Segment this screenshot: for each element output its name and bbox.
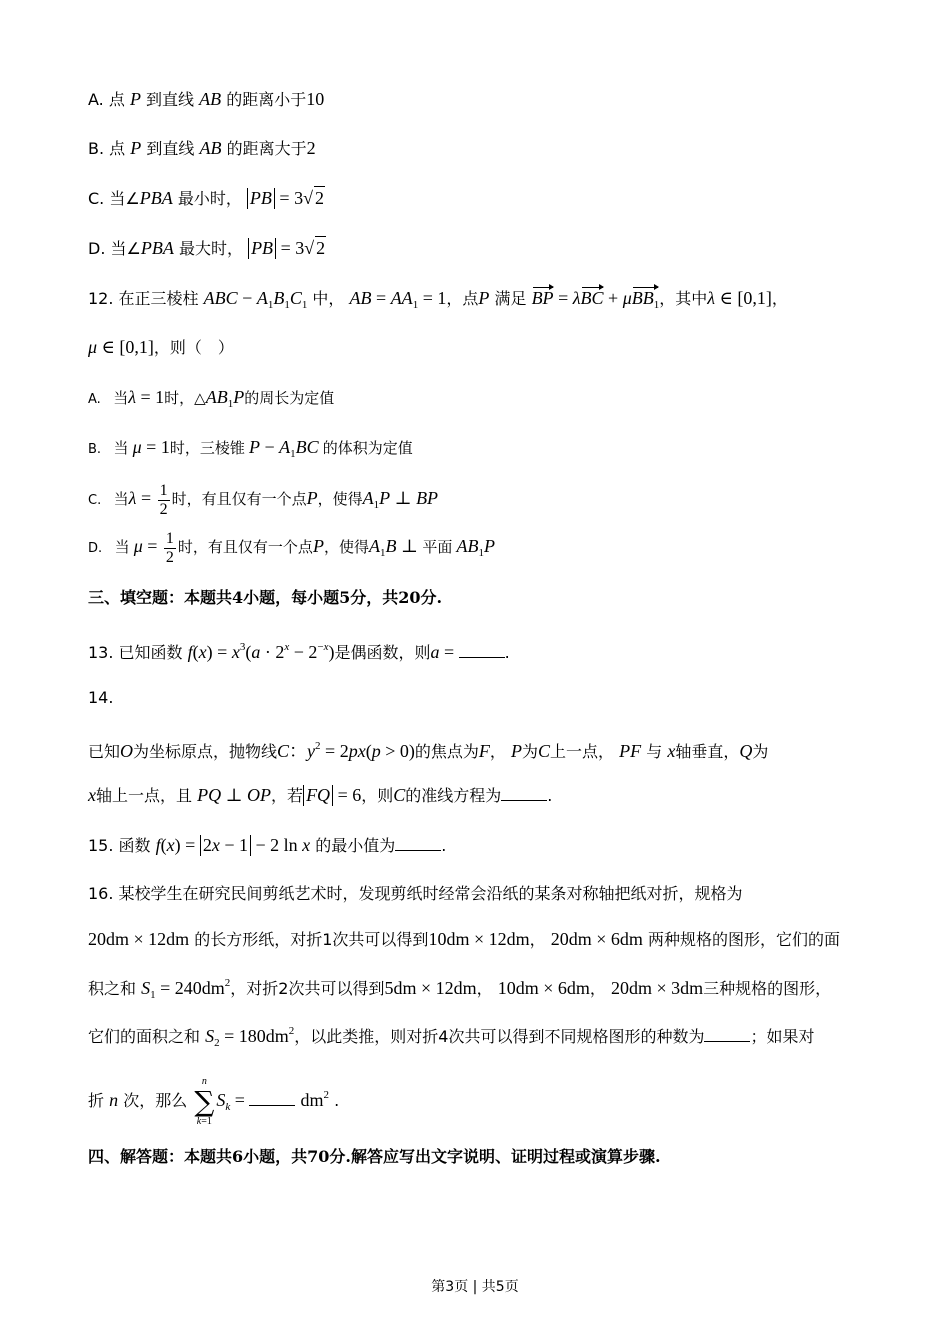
question-text: 已知函数 (118, 643, 183, 662)
question-text: 轴垂直， (675, 742, 740, 761)
option-label: C. (88, 493, 102, 508)
option-text: 的距离大于 (226, 139, 307, 158)
option-text: 当 (113, 490, 129, 508)
option-text: 时，有且仅有一个点 (171, 490, 307, 508)
q16-line5: 折 n 次，那么 n ∑ k=1 $S_k = dm^2$ . (88, 1075, 340, 1127)
question-text: ，则 (361, 786, 394, 805)
question-text: . (334, 1091, 340, 1110)
q11-option-c: C. 当∠PBA 最小时， PB = 3√ 2 (88, 188, 324, 208)
option-label: A. (88, 90, 104, 109)
option-text: 当∠ (110, 239, 141, 258)
question-text: ， (489, 742, 506, 761)
question-text: ，对折2次共可以得到 (230, 979, 385, 998)
q14-line2: x轴上一点，且 PQ ⊥ OP，若 FQ = 6，则C的准线方程为 . (88, 785, 553, 805)
option-text: ，使得 (317, 490, 363, 508)
option-text: 点 (108, 90, 125, 109)
question-text: ， (476, 979, 493, 998)
option-label: C. (88, 189, 105, 208)
question-text: . (547, 786, 553, 805)
question-text: 次，那么 (123, 1091, 188, 1110)
question-text: ，其中 (659, 289, 708, 308)
question-text: 是偶函数，则 (334, 643, 431, 662)
q12-option-a: A. 当λ = 1时，$\triangle AB_1P$的周长为定值 (88, 387, 335, 410)
question-number: 12. (88, 289, 114, 308)
unit-text: dm (300, 1090, 324, 1110)
option-value: 3 (295, 238, 305, 258)
q16-line3: 积之和 $S_1 = 240dm^2$，对折2次共可以得到5dm × 12dm， 10dm × 6dm， 20dm × 3dm三种规格的图形， (88, 977, 832, 1001)
option-text: 的体积为定值 (322, 439, 413, 457)
question-text: 折 (88, 1091, 105, 1110)
question-text: ，点 (446, 289, 479, 308)
question-text: ， (529, 930, 546, 949)
question-text: 为 (521, 742, 538, 761)
question-text: 轴上一点，且 (96, 786, 193, 805)
q12-option-b: B. 当 μ = 1时，三棱锥 $P - A_1BC$ 的体积为定值 (88, 437, 413, 460)
q11-option-d: D. 当∠PBA 最大时， PB = 3√ 2 (88, 238, 326, 258)
question-text: 三种规格的图形， (703, 979, 832, 998)
option-text: 的距离小于 (226, 90, 307, 109)
question-text: 的最小值为 (315, 836, 396, 855)
question-text: 为 (752, 742, 769, 761)
question-text: . (504, 643, 510, 662)
question-text: 两种规格的图形，它们的面 (647, 930, 840, 949)
option-text: 到直线 (146, 90, 195, 109)
option-label: B. (88, 442, 102, 457)
answer-blank (704, 1027, 750, 1042)
option-text: 点 (109, 139, 126, 158)
question-text: ；如果对 (750, 1027, 815, 1046)
option-text: 当∠ (109, 189, 140, 208)
option-text: 当 (113, 439, 129, 457)
option-text: 当 (114, 538, 130, 556)
question-text: 满足 (494, 289, 527, 308)
option-value: 3 (294, 188, 304, 208)
option-text: 时，有且仅有一个点 (177, 538, 313, 556)
q16-line4: 它们的面积之和 $S_2 = 180dm^2$，以此类推，则对折4次共可以得到不同规格图形的种数为 ；如果对 (88, 1025, 815, 1049)
q14-line1: 已知O为坐标原点，抛物线C：$y^2 = 2px(p > 0)$的焦点为F， P为C上一点， PF 与 x轴垂直，Q为 (88, 740, 769, 761)
question-number: 13. (88, 643, 114, 662)
q12-option-d: D. 当 μ = $\frac{1}{2}$ 时，有且仅有一个点P，使得$A_1B$ ⊥ 平面 $AB_1P$ (88, 530, 496, 566)
question-text: 上一点， (550, 742, 615, 761)
option-value: 2 (306, 138, 316, 158)
q14-number: 14. (88, 688, 114, 707)
q11-option-a: A. 点 P 到直线 AB 的距离小于10 (88, 89, 325, 109)
q12-option-c: C. 当λ = $\frac{1}{2}$ 时，有且仅有一个点P，使得$A_1P$ ⊥ BP (88, 482, 439, 518)
option-text: 时，△ (164, 389, 206, 407)
question-text: 积之和 (88, 979, 137, 998)
option-text: ，使得 (323, 538, 369, 556)
q16-line2: 20dm × 12dm 的长方形纸，对折1次共可以得到10dm × 12dm， 20dm × 6dm 两种规格的图形，它们的面 (88, 929, 840, 949)
option-label: D. (88, 239, 106, 258)
question-text: 的焦点为 (414, 742, 479, 761)
answer-blank (459, 643, 505, 658)
summation-symbol: n ∑ k=1 (194, 1075, 215, 1127)
q12-stem-line1: 12. 在正三棱柱 ABC − $A_1B_1C_1$ 中， AB = $AA_1 = 1$，点P 满足 BP = λBC + μBB$_1$，其中λ ∈ [0,1]， (88, 287, 788, 316)
q16-line1 (88, 883, 743, 905)
question-text: . (441, 836, 447, 855)
q15: 15. 函数 f(x) = 2x − 1 − 2 ln x 的最小值为 . (88, 835, 447, 855)
answer-blank (395, 836, 441, 851)
question-text: 为坐标原点，抛物线 (133, 742, 278, 761)
question-text: ，以此类推，则对折4次共可以得到不同规格图形的种数为 (294, 1027, 705, 1046)
question-text: ，若 (271, 786, 304, 805)
option-text: 到直线 (146, 139, 195, 158)
option-label: D. (88, 541, 103, 556)
option-text: 最小时， (177, 189, 242, 208)
question-text: 与 (646, 742, 663, 761)
q11-option-b: B. 点 P 到直线 AB 的距离大于2 (88, 138, 316, 158)
option-label: A. (88, 392, 101, 407)
question-text: 的长方形纸，对折1次共可以得到 (194, 930, 429, 949)
question-number: 16. (88, 884, 114, 903)
section-3-heading: 三、填空题：本题共4小题，每小题5分，共20分. (88, 588, 443, 607)
q12-stem-line2: μ ∈ [0,1]，则（ ） (88, 337, 234, 357)
question-text: 某校学生在研究民间剪纸艺术时，发现剪纸时经常会沿纸的某条对称轴把纸对折，规格为 (118, 884, 743, 903)
question-text: 它们的面积之和 (88, 1027, 201, 1046)
option-text: 时，三棱锥 (169, 439, 245, 457)
section-4-heading: 四、解答题：本题共6小题，共70分.解答应写出文字说明、证明过程或演算步骤. (88, 1147, 661, 1166)
answer-blank (249, 1091, 295, 1106)
option-label: B. (88, 139, 105, 158)
answer-blank (501, 786, 547, 801)
option-text: 当 (113, 389, 129, 407)
option-text: 的周长为定值 (244, 389, 335, 407)
question-text: 中， (312, 289, 345, 308)
page-footer: 第3页 | 共5页 (431, 1279, 519, 1295)
question-text: 函数 (118, 836, 151, 855)
option-value: 10 (306, 89, 325, 109)
option-text: 平面 (422, 538, 453, 556)
question-text: 已知 (88, 742, 121, 761)
question-text: 的准线方程为 (405, 786, 502, 805)
question-text: 在正三棱柱 (118, 289, 199, 308)
question-text: ，则（ ） (153, 338, 234, 357)
q13: 13. 已知函数 $f(x) = x^3(a \cdot 2^x - 2^{-x})$是偶函数，则a = . (88, 641, 510, 662)
option-text: 最大时， (178, 239, 243, 258)
question-text: ， (589, 979, 606, 998)
question-number: 15. (88, 836, 114, 855)
